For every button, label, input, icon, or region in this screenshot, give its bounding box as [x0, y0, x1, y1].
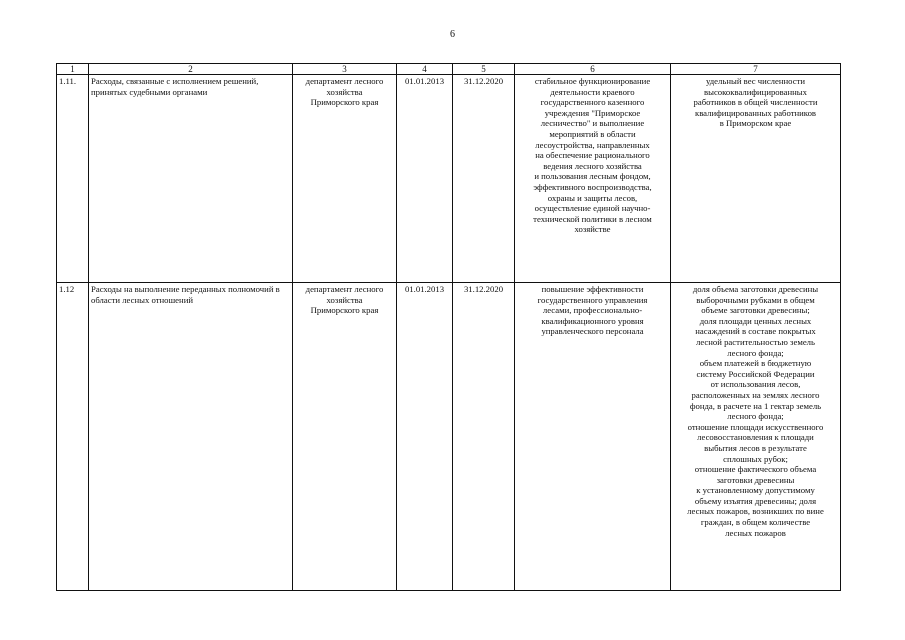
header-col-2: 2	[89, 64, 293, 75]
start-date: 01.01.2013	[397, 283, 453, 591]
row-number: 1.12	[57, 283, 89, 591]
table-header-row	[57, 64, 841, 75]
table-row	[57, 283, 841, 591]
page-number: 6	[450, 29, 455, 40]
end-date: 31.12.2020	[453, 283, 515, 591]
activity-name: Расходы, связанные с исполнением решений, принятых судебными органами	[89, 75, 293, 283]
activity-name: Расходы на выполнение переданных полномочий в области лесных отношений	[89, 283, 293, 591]
row-number: 1.11.	[57, 75, 89, 283]
header-col-7: 7	[671, 64, 841, 75]
header-col-4: 4	[397, 64, 453, 75]
start-date: 01.01.2013	[397, 75, 453, 283]
header-col-5: 5	[453, 64, 515, 75]
program-activities-table	[56, 63, 841, 591]
header-col-1: 1	[57, 64, 89, 75]
expected-result: повышение эффективности государственного управления лесами, профессионально- квалификационного уровня управленческого персонала	[515, 283, 671, 591]
responsible-executor: департамент лесного хозяйства Приморского края	[293, 283, 397, 591]
target-indicator: удельный вес численности высококвалифицированных работников в общей численности квалифицированных работников в Приморском крае	[671, 75, 841, 283]
end-date: 31.12.2020	[453, 75, 515, 283]
header-col-6: 6	[515, 64, 671, 75]
expected-result: стабильное функционирование деятельности краевого государственного казенного учреждения "Приморское лесничество" и выполнение мероприятий в области лесоустройства, направленных на обеспечение рационального ведения лесного хозяйства и пользования лесным фондом, эффективного воспроизводства, охраны и защиты лесов, осуществление единой научно- технической политики в лесном хозяйстве	[515, 75, 671, 283]
target-indicator: доля объема заготовки древесины выборочными рубками в общем объеме заготовки древесины; доля площади ценных лесных насаждений в составе покрытых лесной растительностью земель лесного фонда; объем платежей в бюджетную систему Российской Федерации от использования лесов, расположенных на землях лесного фонда, в расчете на 1 гектар земель лесного фонда; отношение площади искусственного лесовосстановления к площади выбытия лесов в результате сплошных рубок; отношение фактического объема заготовки древесины к установленному допустимому объему изъятия древесины; доля лесных пожаров, возникших по вине граждан, в общем количестве лесных пожаров	[671, 283, 841, 591]
header-col-3: 3	[293, 64, 397, 75]
table-row	[57, 75, 841, 283]
responsible-executor: департамент лесного хозяйства Приморского края	[293, 75, 397, 283]
